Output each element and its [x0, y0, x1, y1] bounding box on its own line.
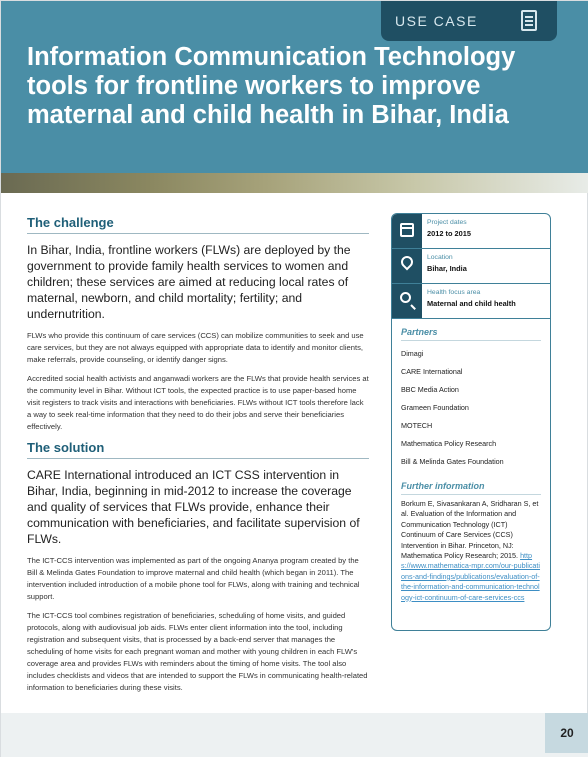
partners-heading: Partners	[401, 327, 541, 341]
photo-strip	[1, 173, 588, 193]
challenge-paragraph-2: Accredited social health activists and anganwadi workers are the FLWs that provide health services at the community level in Bihar. Without ICT tools, the expected practice is to use paper-based home visit registers to track visits and interactions with beneficiaries. FLWs without ICT tools therefore lack a way to seek real-time information that they need to do their jobs and serve their beneficiaries effectively.	[27, 374, 369, 431]
partner-item: MOTECH	[401, 421, 433, 430]
partner-item: Bill & Melinda Gates Foundation	[401, 457, 504, 466]
solution-lead: CARE International introduced an ICT CSS intervention in Bihar, India, beginning in mid-2012 to increase the coverage and quality of services that FLWs provide, enhance their communication with beneficiaries, and facilitate supervision of FLWs.	[27, 468, 360, 546]
health-focus-value: Maternal and child health	[427, 299, 516, 308]
sidebar-panel	[391, 213, 551, 631]
partner-item: CARE International	[401, 367, 463, 376]
project-dates-row	[392, 214, 550, 249]
further-info-heading: Further information	[401, 481, 541, 495]
magnifier-icon	[392, 284, 422, 318]
solution-paragraph-1: The ICT-CCS intervention was implemented as part of the ongoing Ananya program created by the Bill & Melinda Gates Foundation to improve maternal and child health (which began in 2011). The intervention included introduction of a mobile phone tool for FLWs, along with training and technical support.	[27, 556, 360, 601]
page-number: 20	[545, 713, 588, 753]
health-focus-label: Health focus area	[427, 289, 481, 296]
partner-item: Grameen Foundation	[401, 403, 469, 412]
location-value: Bihar, India	[427, 264, 467, 273]
solution-heading: The solution	[27, 440, 369, 459]
calendar-icon	[392, 214, 422, 248]
challenge-lead: In Bihar, India, frontline workers (FLWs) are deployed by the government to provide family health services to women and children; these services are aimed at reducing local rates of maternal, newborn, and child mortality; fertility; and undernutrition.	[27, 243, 351, 321]
project-dates-label: Project dates	[427, 219, 467, 226]
partner-item: Dimagi	[401, 349, 424, 358]
project-dates-value: 2012 to 2015	[427, 229, 471, 238]
health-focus-row	[392, 284, 550, 319]
use-case-label: USE CASE	[395, 13, 478, 29]
partners-section	[392, 319, 550, 471]
header-banner	[1, 1, 588, 173]
document-icon	[521, 10, 537, 31]
location-row	[392, 249, 550, 284]
partner-item: Mathematica Policy Research	[401, 439, 497, 448]
location-label: Location	[427, 254, 453, 261]
challenge-paragraph-1: FLWs who provide this continuum of care services (CCS) can mobilize communities to seek and use care services, but they are not always equipped with appropriate data to identify and monitor clients, make referrals, provide counseling, or identify danger signs.	[27, 331, 364, 364]
further-info-link[interactable]: https://www.mathematica-mpr.com/our-publications-and-findings/publications/evaluation-of-the-information-and-communication-technology-ict-continuum-of-care-services-ccs	[401, 551, 541, 602]
partner-item: BBC Media Action	[401, 385, 459, 394]
use-case-badge	[381, 1, 557, 41]
page-title: Information Communication Technology tools for frontline workers to improve maternal and child health in Bihar, India	[27, 43, 516, 129]
location-pin-icon	[392, 249, 422, 283]
further-info-section	[392, 471, 550, 603]
solution-paragraph-2: The ICT-CCS tool combines registration of beneficiaries, scheduling of home visits, and guided protocols, along with audiovisual job aids. FLWs enter client information into the tool, including registration and subsequent visits, that is processed by a back-end server that manages the scheduling of home visits for each pregnant woman and mother with young children in each FLW's coverage area and provides FLWs with reminders about the timing of home visits. The tool also includes checklists and videos that are intended to support the FLWs in communicating health-related information to beneficiaries during these visits.	[27, 611, 368, 692]
challenge-heading: The challenge	[27, 215, 369, 234]
main-content	[27, 215, 369, 701]
footer-bar	[1, 713, 588, 757]
further-info-citation: Borkum E, Sivasankaran A, Sridharan S, et al. Evaluation of the Information and Communication Technology (ICT) Continuum of Care Services (CCS) Intervention in Bihar. Princeton, NJ: Mathematica Policy Research; 2015.	[401, 499, 539, 561]
